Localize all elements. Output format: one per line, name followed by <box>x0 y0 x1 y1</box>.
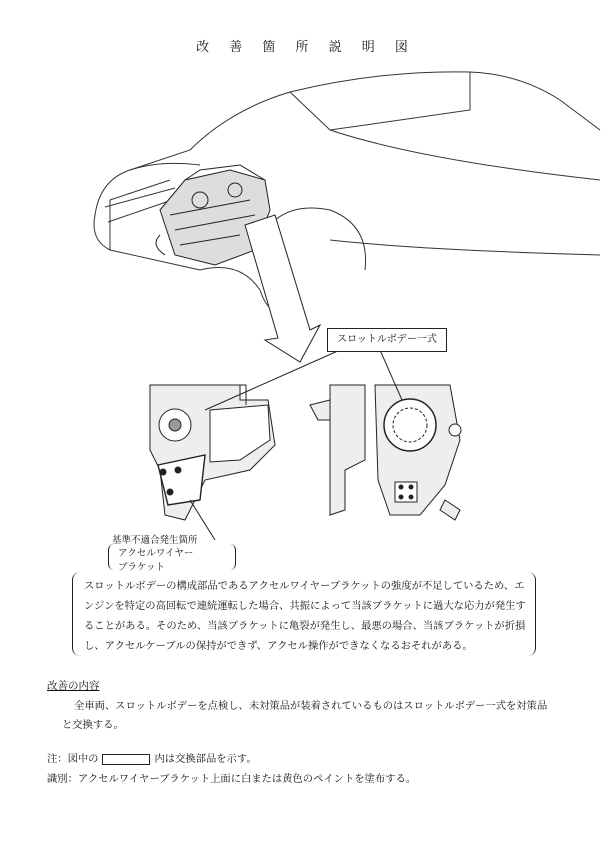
car-outline <box>94 72 600 313</box>
improvement-body: 全車両、スロットルボデーを点検し、未対策品が装着されているものはスロットルボデー一式を対策品と交換する。 <box>62 700 548 731</box>
note-prefix: 注：図中の <box>47 753 99 765</box>
improvement-heading: 改善の内容 <box>47 680 100 692</box>
callout-throttle-body-assy: スロットルボデー一式 <box>327 328 447 352</box>
throttle-body-front-view <box>310 385 461 520</box>
defect-part-line2: ブラケット <box>118 562 166 573</box>
pointer-arrow <box>245 215 320 362</box>
page-title: 改 善 箇 所 説 明 図 <box>196 40 416 55</box>
throttle-body-side-view <box>150 385 275 520</box>
note-legend <box>47 750 257 765</box>
note-suffix: 内は交換部品を示す。 <box>154 753 257 765</box>
defect-part-name <box>118 547 193 575</box>
defect-location-heading: 基準不適合発生箇所 <box>112 535 198 546</box>
defect-description: スロットルボデーの構成部品であるアクセルワイヤーブラケットの強度が不足しているため、エンジンを特定の高回転で連続運転した場合、共振によって当該ブラケットに過大な応力が発生することがある。そのため、当該ブラケットに亀裂が発生し、最悪の場合、当該ブラケットが折損し、アクセルケーブルの保持ができず、アクセル操作ができなくなるおそれがある。 <box>84 580 526 652</box>
legend-box <box>102 754 150 765</box>
note-identification: 識別：アクセルワイヤーブラケット上面に白または黄色のペイントを塗布する。 <box>47 773 417 785</box>
defect-part-line1: アクセルワイヤー <box>118 548 194 559</box>
